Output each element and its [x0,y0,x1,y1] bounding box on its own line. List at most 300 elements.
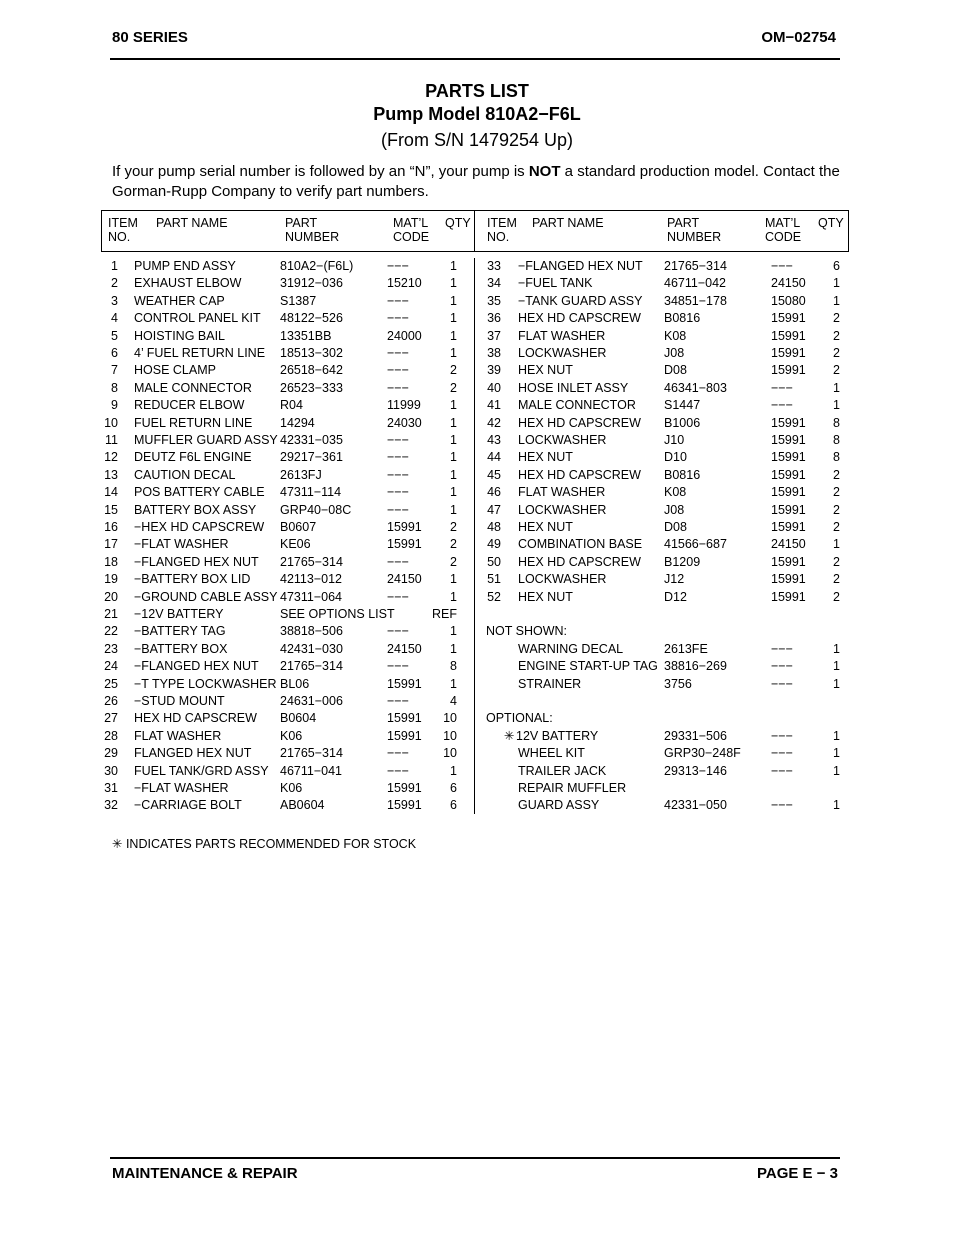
section-row [0,623,954,640]
part-number: AB0604 [280,798,325,813]
material-code: 15991 [771,520,806,534]
item-number: 50 [487,554,501,569]
item-number: 4 [111,311,118,326]
quantity: 10 [443,728,457,743]
part-name: LOCKWASHER [518,433,607,447]
item-number: 44 [487,450,501,465]
part-number: SEE OPTIONS LIST [280,607,395,621]
part-number: K08 [664,485,687,500]
part-name: −HEX HD CAPSCREW [134,520,265,534]
material-code: 15991 [771,554,806,569]
item-number: 12 [104,450,118,465]
header-qty: QTY [445,216,471,230]
table-row [0,328,954,345]
part-number: 42431−030 [280,641,343,656]
part-name: TRAILER JACK [518,763,607,778]
quantity: 1 [450,259,457,273]
part-name: FLAT WASHER [518,328,606,343]
quantity: 1 [450,433,457,447]
part-name: HOSE CLAMP [134,363,216,378]
part-name: REPAIR MUFFLER [518,781,627,795]
part-name: HEX HD CAPSCREW [518,415,641,430]
quantity: 2 [833,520,840,534]
quantity: 6 [450,781,457,795]
part-number: B0816 [664,467,701,482]
item-number: 16 [104,520,118,534]
item-number: 19 [104,572,118,587]
part-name: POS BATTERY CABLE [134,485,265,500]
material-code: 15991 [387,520,422,534]
item-number: 21 [104,607,118,621]
material-code: 15991 [771,346,806,360]
material-code: −−− [771,728,793,743]
quantity: 1 [450,311,457,326]
part-name: −FLANGED HEX NUT [134,659,259,674]
material-code: −−− [387,502,409,517]
table-row [0,745,954,762]
item-number: 9 [111,398,118,413]
material-code: −−− [387,293,409,308]
header-item-line1-right: ITEM [487,216,517,230]
quantity: 1 [450,450,457,465]
material-code: −−− [387,311,409,326]
part-name: −CARRIAGE BOLT [134,798,242,813]
quantity: 1 [450,502,457,517]
quantity: 1 [833,380,840,395]
quantity: 2 [833,485,840,500]
material-code: 15080 [771,293,806,308]
star-icon: ✳ [504,728,515,743]
quantity: 1 [450,624,457,639]
item-number: 20 [104,589,118,604]
material-code: −−− [771,798,793,813]
material-code: 24150 [771,537,806,552]
table-row [0,380,954,397]
header-part-number-right [667,216,721,244]
part-name: −FLAT WASHER [134,537,229,552]
part-name: −BATTERY BOX LID [134,572,251,587]
part-number: 29217−361 [280,450,343,465]
part-number: 42113−012 [280,572,342,587]
part-name: 4’ FUEL RETURN LINE [134,346,266,360]
material-code: −−− [387,485,409,500]
table-row [0,676,954,693]
intro-text-bold: NOT [528,163,561,180]
item-number: 31 [104,781,118,795]
header-item-no [108,216,138,244]
part-name: LOCKWASHER [518,502,607,517]
part-name: −GROUND CABLE ASSY [134,589,278,604]
material-code: 24150 [387,572,422,587]
part-number: 21765−314 [280,554,343,569]
quantity: 2 [833,589,840,604]
page-number: PAGE E − 3 [756,1165,838,1182]
material-code: −−− [387,624,409,639]
table-row [0,797,954,814]
quantity: 1 [450,763,457,778]
part-number: 47311−114 [280,485,342,500]
quantity: 1 [450,467,457,482]
quantity: 8 [833,450,840,465]
material-code: −−− [387,659,409,674]
material-code: 15991 [771,415,806,430]
part-number: 26523−333 [280,380,343,395]
quantity: 1 [833,763,840,778]
part-name: PUMP END ASSY [134,259,236,273]
quantity: 2 [833,311,840,326]
quantity: 1 [833,641,840,656]
part-name: STRAINER [518,676,582,691]
intro-text-before: If your pump serial number is followed by an “N”, your pump is [112,163,529,180]
part-number: D12 [664,589,687,604]
part-name: CONTROL PANEL KIT [134,311,261,326]
quantity: 2 [833,502,840,517]
quantity: 1 [833,293,840,308]
material-code: 15991 [387,728,422,743]
header-part-name-right: PART NAME [532,216,604,230]
part-name: −T TYPE LOCKWASHER [134,676,277,691]
part-name: BATTERY BOX ASSY [134,502,257,517]
part-name: HEX HD CAPSCREW [518,311,641,326]
material-code: 24150 [387,641,422,656]
quantity: 1 [450,293,457,308]
item-number: 2 [111,276,118,291]
part-number: K06 [280,781,303,795]
material-code: 15210 [387,276,422,291]
part-number: B1006 [664,415,701,430]
page-title: PARTS LIST [425,81,529,101]
material-code: 15991 [387,676,422,691]
part-number: 2613FJ [280,467,322,482]
part-number: 46711−042 [664,276,726,291]
part-name: HEX NUT [518,363,573,378]
item-number: 42 [487,415,501,430]
table-row [0,780,954,797]
item-number: 52 [487,589,501,604]
part-number: R04 [280,398,303,413]
table-header-divider [474,210,475,252]
table-row [0,397,954,414]
header-part-line2: NUMBER [285,230,340,244]
part-name: MALE CONNECTOR [134,380,252,395]
part-name: FLAT WASHER [518,485,606,500]
material-code: −−− [387,450,409,465]
part-number: 29313−146 [664,763,727,778]
part-name: REDUCER ELBOW [134,398,245,413]
section-row [0,710,954,727]
quantity: 2 [833,554,840,569]
item-number: 41 [487,398,501,413]
item-number: 45 [487,467,501,482]
part-number: 38818−506 [280,624,343,639]
material-code: −−− [387,554,409,569]
part-name: DEUTZ F6L ENGINE [134,450,252,465]
part-number: 42331−035 [280,433,343,447]
table-row [0,571,954,588]
item-number: 23 [104,641,118,656]
quantity: 8 [833,433,840,447]
item-number: 49 [487,537,501,552]
item-number: 33 [487,259,501,273]
quantity: 1 [450,346,457,360]
material-code: 15991 [771,450,806,465]
stock-note [112,836,416,851]
material-code: 15991 [771,467,806,482]
table-row [0,502,954,519]
item-number: 29 [104,746,118,761]
table-row [0,432,954,449]
header-matl-line2: CODE [393,230,430,244]
part-name: FUEL TANK/GRD ASSY [134,763,269,778]
part-number: J08 [664,346,685,360]
part-number: B0604 [280,711,317,726]
part-number: 34851−178 [664,293,727,308]
quantity: 6 [833,259,840,273]
quantity: 1 [450,328,457,343]
part-name: ENGINE START-UP TAG [518,659,658,674]
header-part-name: PART NAME [156,216,228,230]
item-number: 24 [104,659,118,674]
part-name: HEX HD CAPSCREW [518,554,641,569]
quantity: 2 [450,537,457,552]
material-code: −−− [387,346,409,360]
table-row [0,258,954,275]
part-number: K06 [280,728,303,743]
header-item-line1: ITEM [108,216,138,230]
material-code: 15991 [771,572,806,587]
material-code: 15991 [771,311,806,326]
part-name: 12V BATTERY [516,728,599,743]
header-item-line2-right: NO. [487,230,510,244]
part-name: HOISTING BAIL [134,328,225,343]
item-number: 40 [487,380,501,395]
footer-rule [110,1157,840,1159]
part-name: HEX NUT [518,450,573,465]
table-row [0,606,954,623]
table-row [0,345,954,362]
part-name: −STUD MOUNT [134,694,225,708]
part-name: MALE CONNECTOR [518,398,636,413]
quantity: 1 [833,659,840,674]
part-name: GUARD ASSY [518,798,600,813]
part-name: LOCKWASHER [518,572,607,587]
table-row [0,554,954,571]
table-row [0,293,954,310]
part-number: B0607 [280,520,317,534]
quantity: 1 [450,572,457,587]
item-number: 35 [487,293,501,308]
document-number: OM−02754 [761,29,836,46]
part-number: 31912−036 [280,276,343,291]
table-row [0,449,954,466]
quantity: 10 [443,711,457,726]
part-number: GRP30−248F [664,746,741,761]
part-number: KE06 [280,537,311,552]
item-number: 7 [111,363,118,378]
part-number: 21765−314 [664,259,727,273]
part-number: 810A2−(F6L) [280,259,354,273]
material-code: 15991 [387,711,422,726]
header-part-line1-right: PART [667,216,700,230]
material-code: −−− [387,763,409,778]
item-number: 39 [487,363,501,378]
item-number: 14 [104,485,118,500]
quantity: 2 [450,554,457,569]
header-part-line2-right: NUMBER [667,230,722,244]
part-number: J08 [664,502,685,517]
table-row [0,589,954,606]
part-name: EXHAUST ELBOW [134,276,242,291]
material-code: −−− [771,676,793,691]
serial-range: (From S/N 1479254 Up) [380,130,574,150]
material-code: −−− [387,467,409,482]
quantity: 1 [833,746,840,761]
part-number: 48122−526 [280,311,343,326]
part-name: −BATTERY TAG [134,624,226,639]
item-number: 13 [104,467,118,482]
part-name: FLANGED HEX NUT [134,746,252,761]
quantity: 10 [443,746,457,761]
part-number: K08 [664,328,687,343]
header-rule [110,58,840,60]
item-number: 38 [487,346,501,360]
part-number: 13351BB [280,328,332,343]
table-row [0,415,954,432]
quantity: 2 [833,328,840,343]
material-code: 15991 [771,502,806,517]
part-name: HOSE INLET ASSY [518,380,629,395]
quantity: 1 [833,798,840,813]
table-row [0,763,954,780]
header-matl-code [393,216,429,244]
material-code: −−− [387,380,409,395]
item-number: 1 [111,259,118,273]
material-code: 15991 [771,328,806,343]
part-number: 18513−302 [280,346,343,360]
part-number: BL06 [280,676,310,691]
header-matl-code-right [765,216,801,244]
part-number: 21765−314 [280,659,343,674]
header-qty-right: QTY [818,216,844,230]
material-code: −−− [771,259,793,273]
table-row [0,275,954,292]
part-number: 42331−050 [664,798,727,813]
part-number: J12 [664,572,685,587]
material-code: −−− [387,746,409,761]
part-number: 21765−314 [280,746,343,761]
part-name: −FLANGED HEX NUT [518,259,643,273]
part-number: D08 [664,363,687,378]
quantity: 4 [450,694,457,708]
item-number: 48 [487,520,501,534]
header-matl-line1: MAT’L [393,216,429,230]
quantity: 1 [450,589,457,604]
part-number: 46711−041 [280,763,342,778]
item-number: 3 [111,293,118,308]
quantity: 8 [450,659,457,674]
quantity: 2 [833,572,840,587]
quantity: 1 [833,398,840,413]
quantity: 2 [833,363,840,378]
part-name: MUFFLER GUARD ASSY [134,433,278,447]
material-code: 11999 [387,398,421,413]
header-item-no-right [487,216,517,244]
quantity: 1 [450,485,457,500]
item-number: 26 [104,694,118,708]
quantity: 1 [450,676,457,691]
part-number: J10 [664,433,685,447]
section-label: MAINTENANCE & REPAIR [112,1165,298,1182]
table-row [0,519,954,536]
quantity: 8 [833,415,840,430]
part-name: HEX NUT [518,589,573,604]
pump-model-title: Pump Model 810A2−F6L [373,104,581,124]
material-code: 15991 [771,589,806,604]
material-code: 15991 [387,781,422,795]
material-code: −−− [771,659,793,674]
quantity: 2 [833,346,840,360]
item-number: 27 [104,711,118,726]
table-row [0,310,954,327]
section-label: OPTIONAL: [486,711,553,726]
part-number: 38816−269 [664,659,727,674]
item-number: 22 [104,624,118,639]
item-number: 37 [487,328,501,343]
quantity: 1 [833,537,840,552]
part-name: WEATHER CAP [134,293,225,308]
material-code: −−− [771,746,793,761]
part-number: B1209 [664,554,701,569]
part-name: −FLANGED HEX NUT [134,554,259,569]
table-row [0,484,954,501]
star-icon: ✳ [112,837,123,851]
part-number: 26518−642 [280,363,343,378]
item-number: 15 [104,502,118,517]
material-code: −−− [387,259,409,273]
item-number: 34 [487,276,501,291]
item-number: 25 [104,676,118,691]
table-row [0,693,954,710]
part-number: 24631−006 [280,694,343,708]
part-number: D08 [664,520,687,534]
intro-paragraph [112,162,852,202]
part-name: WARNING DECAL [518,641,624,656]
material-code: −−− [771,380,793,395]
part-number: 41566−687 [664,537,727,552]
quantity: 2 [450,380,457,395]
material-code: −−− [387,363,409,378]
stock-note-text: INDICATES PARTS RECOMMENDED FOR STOCK [122,837,417,851]
material-code: −−− [771,641,793,656]
part-name: LOCKWASHER [518,346,607,360]
quantity: 2 [833,467,840,482]
quantity: 2 [450,363,457,378]
material-code: −−− [771,398,793,413]
item-number: 36 [487,311,501,326]
item-number: 6 [111,346,118,360]
part-name: HEX HD CAPSCREW [134,711,257,726]
part-name: −FLAT WASHER [134,781,229,795]
item-number: 28 [104,728,118,743]
part-number: D10 [664,450,687,465]
item-number: 47 [487,502,501,517]
item-number: 43 [487,433,501,447]
quantity: 1 [833,276,840,291]
header-matl-line2-right: CODE [765,230,802,244]
header-matl-line1-right: MAT’L [765,216,801,230]
table-row [0,641,954,658]
part-name: HEX HD CAPSCREW [518,467,641,482]
